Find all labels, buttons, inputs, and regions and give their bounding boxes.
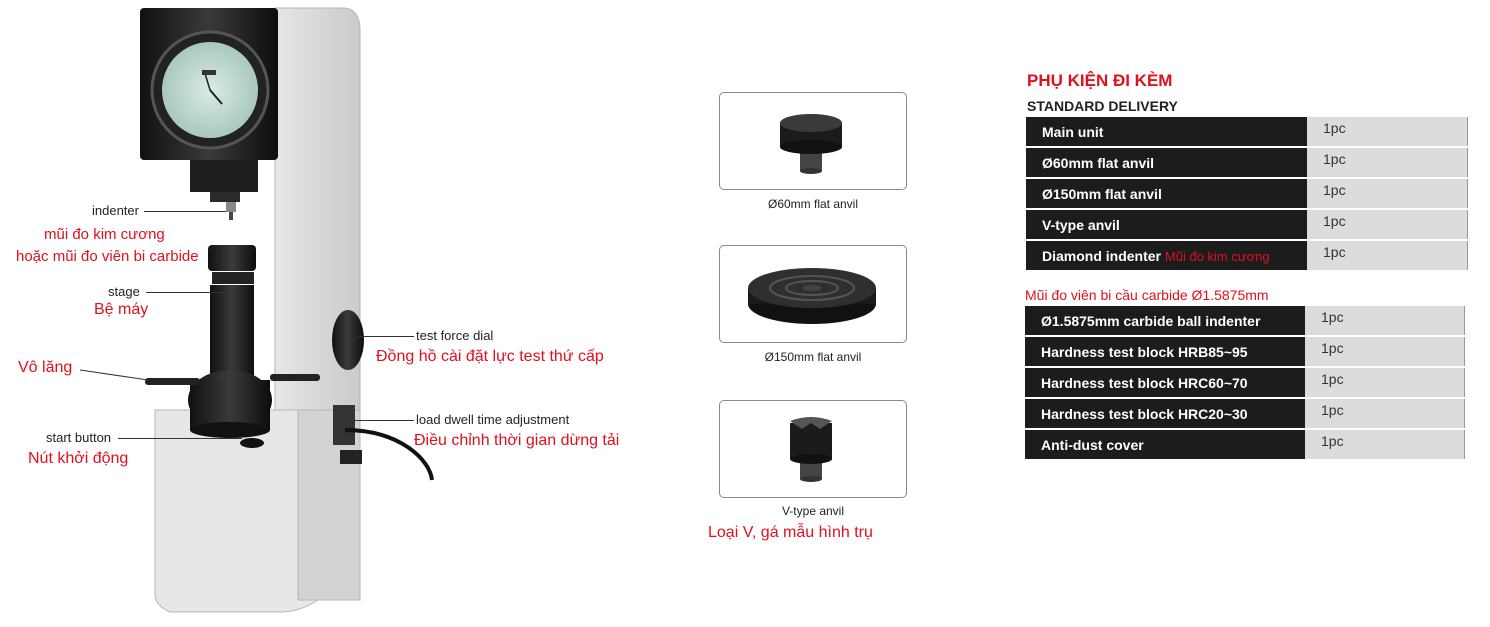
- table-row: [1025, 429, 1465, 460]
- stage-vi-label: Bệ máy: [94, 301, 149, 318]
- test-force-dial-label: test force dial: [416, 328, 494, 343]
- table-row: [1026, 117, 1468, 147]
- flat-anvil-150-image: [720, 246, 906, 342]
- stage-leader-line: [146, 292, 232, 293]
- item-name-note: Mũi đo kim cương: [1164, 248, 1270, 264]
- table-row: [1026, 240, 1468, 271]
- table-row: [1025, 367, 1465, 398]
- table-row: [1025, 306, 1465, 336]
- anvil-60-caption: Ø60mm flat anvil: [767, 197, 859, 211]
- anvil-v-caption: V-type anvil: [781, 504, 845, 518]
- item-name: Diamond indenter: [1042, 247, 1162, 264]
- item-name: Main unit: [1026, 117, 1307, 147]
- item-qty: 1pc: [1305, 336, 1465, 367]
- load-dwell-vi-label: Điều chỉnh thời gian dừng tải: [414, 432, 620, 449]
- item-qty: 1pc: [1305, 398, 1465, 429]
- item-name: Ø60mm flat anvil: [1026, 147, 1307, 178]
- start-button-vi-label: Nút khởi động: [28, 450, 129, 467]
- table-row: [1026, 147, 1468, 178]
- item-qty: 1pc: [1307, 117, 1468, 147]
- item-name-cell: [1026, 240, 1307, 271]
- item-qty: 1pc: [1307, 178, 1468, 209]
- item-qty: 1pc: [1305, 429, 1465, 460]
- standard-delivery-table: [1026, 117, 1468, 272]
- anvil-v-box: [719, 400, 907, 498]
- table-row: [1025, 336, 1465, 367]
- item-name: Anti-dust cover: [1025, 429, 1305, 460]
- table-row: [1026, 209, 1468, 240]
- delivery-title: PHỤ KIỆN ĐI KÈM: [1027, 71, 1173, 90]
- delivery-subtitle: STANDARD DELIVERY: [1027, 98, 1178, 114]
- item-qty: 1pc: [1305, 306, 1465, 336]
- anvil-150-box: [719, 245, 907, 343]
- item-name: Ø150mm flat anvil: [1026, 178, 1307, 209]
- handwheel-leader-line: [80, 368, 150, 384]
- indenter-leader-line: [144, 211, 226, 212]
- stage-label: stage: [108, 284, 140, 299]
- indenter-vi-label-2: hoặc mũi đo viên bi carbide: [16, 248, 199, 265]
- optional-note: Mũi đo viên bi cầu carbide Ø1.5875mm: [1025, 287, 1269, 303]
- item-name: V-type anvil: [1026, 209, 1307, 240]
- anvil-150-caption: Ø150mm flat anvil: [764, 350, 862, 364]
- v-type-anvil-image: [720, 401, 906, 497]
- item-qty: 1pc: [1307, 209, 1468, 240]
- anvil-v-vi-label: Loại V, gá mẫu hình trụ: [708, 524, 873, 541]
- item-name: Hardness test block HRB85~95: [1025, 336, 1305, 367]
- start-button-label: start button: [46, 430, 112, 445]
- table-row: [1026, 178, 1468, 209]
- anvil-60-box: [719, 92, 907, 190]
- item-qty: 1pc: [1305, 367, 1465, 398]
- item-qty: 1pc: [1307, 147, 1468, 178]
- optional-accessories-table: [1025, 306, 1465, 461]
- item-qty: 1pc: [1307, 240, 1468, 271]
- test-force-dial-leader-line: [358, 336, 414, 337]
- load-dwell-label: load dwell time adjustment: [416, 412, 570, 427]
- item-name: Hardness test block HRC20~30: [1025, 398, 1305, 429]
- flat-anvil-60-image: [720, 93, 906, 189]
- test-force-dial-vi-label: Đồng hồ cài đặt lực test thứ cấp: [376, 348, 604, 365]
- indenter-label: indenter: [92, 203, 139, 218]
- item-name: Ø1.5875mm carbide ball indenter: [1025, 306, 1305, 336]
- handwheel-vi-label: Vô lăng: [18, 359, 73, 376]
- table-row: [1025, 398, 1465, 429]
- load-dwell-leader-line: [350, 420, 414, 421]
- item-name: Hardness test block HRC60~70: [1025, 367, 1305, 398]
- indenter-vi-label-1: mũi đo kim cương: [44, 226, 165, 243]
- start-button-leader-line: [118, 438, 242, 439]
